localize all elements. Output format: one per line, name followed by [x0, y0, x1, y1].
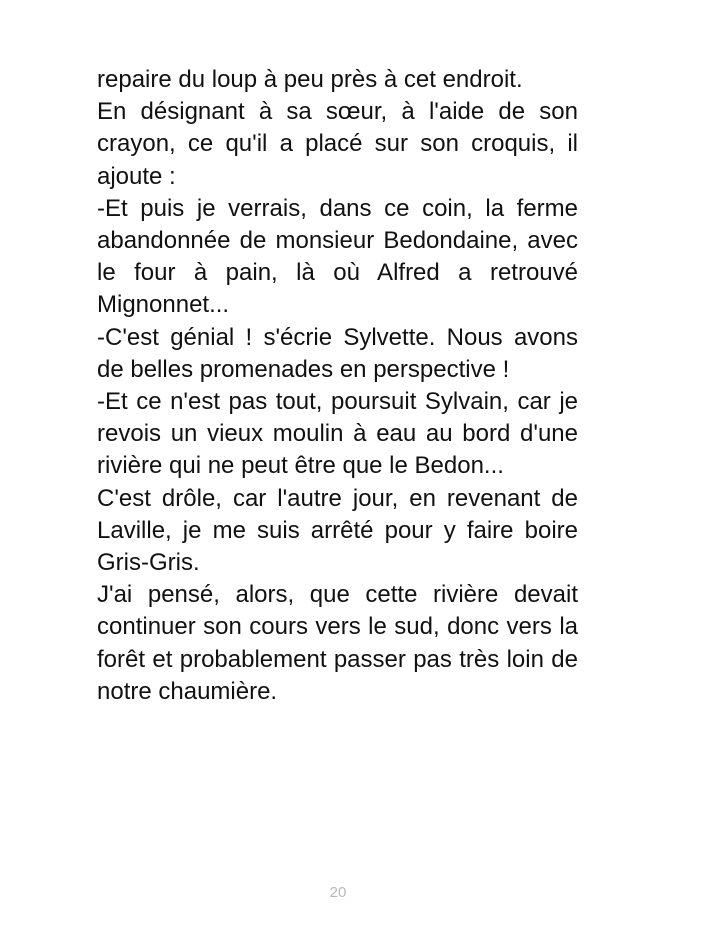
page-body: [97, 64, 578, 708]
paragraph: -Et puis je verrais, dans ce coin, la ferme abandonnée de monsieur Bedondaine, avec le four à pain, là où Alfred a retrouvé Mignonnet...: [97, 194, 578, 319]
paragraph: J'ai pensé, alors, que cette rivière devait continuer son cours vers le sud, donc vers la forêt et probablement passer pas très loin de notre chaumière.: [97, 581, 578, 705]
paragraph: -Et ce n'est pas tout, poursuit Sylvain, car je revois un vieux moulin à eau au bord d'une rivière qui ne peut être que le Bedon...: [97, 388, 578, 480]
paragraph: -C'est génial ! s'écrie Sylvette. Nous avons de belles promenades en perspective !: [97, 323, 578, 383]
paragraph: repaire du loup à peu près à cet endroit.: [97, 66, 523, 93]
paragraph: En désignant à sa sœur, à l'aide de son crayon, ce qu'il a placé sur son croquis, il ajoute :: [97, 98, 578, 190]
page-number: 20: [329, 884, 347, 901]
paragraph: C'est drôle, car l'autre jour, en revenant de Laville, je me suis arrêté pour y faire boire Gris-Gris.: [97, 484, 578, 577]
